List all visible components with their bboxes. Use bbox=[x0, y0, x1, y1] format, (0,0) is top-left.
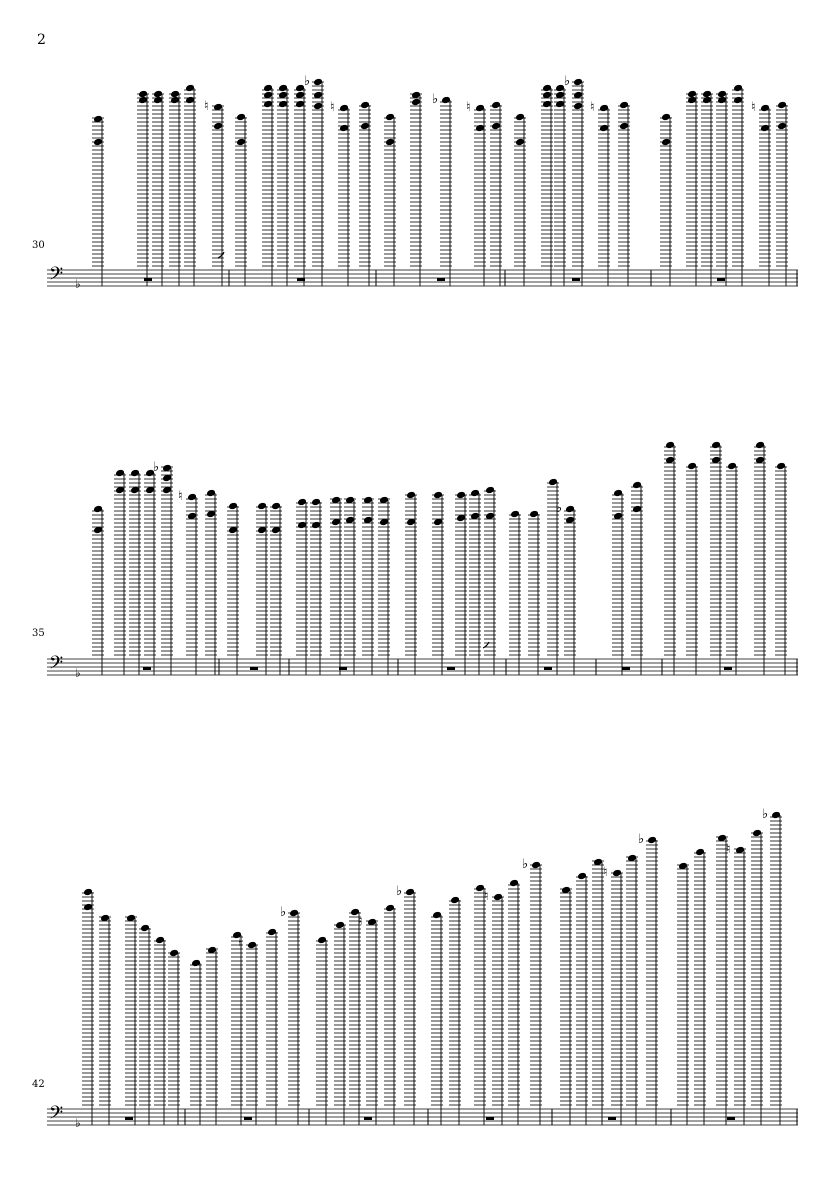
flat-accidental-icon: ♭ bbox=[522, 857, 529, 872]
bass-clef-icon: 𝄢 bbox=[49, 1103, 64, 1128]
flat-accidental-icon: ♭ bbox=[432, 92, 439, 107]
page-number: 2 bbox=[37, 32, 46, 48]
rest-icon bbox=[125, 1117, 133, 1120]
natural-accidental-icon: ♮ bbox=[178, 489, 183, 504]
measure-number: 42 bbox=[32, 1079, 45, 1090]
natural-accidental-icon: ♮ bbox=[330, 100, 335, 115]
flat-accidental-icon: ♭ bbox=[396, 884, 403, 899]
note-head bbox=[612, 869, 622, 878]
rest-icon bbox=[608, 1117, 616, 1120]
flat-accidental-icon: ♭ bbox=[280, 905, 287, 920]
flat-accidental-icon: ♭ bbox=[762, 807, 769, 822]
natural-accidental-icon: ♮ bbox=[484, 889, 489, 904]
natural-accidental-icon: ♮ bbox=[238, 937, 243, 952]
note-head bbox=[247, 941, 257, 950]
note-head bbox=[191, 959, 201, 968]
flat-accidental-icon: ♭ bbox=[564, 74, 571, 89]
rest-icon bbox=[244, 1117, 252, 1120]
bass-clef-icon: 𝄢 bbox=[49, 264, 64, 289]
note-head bbox=[317, 936, 327, 945]
key-signature-flat-icon: ♭ bbox=[75, 277, 81, 291]
note-head bbox=[405, 888, 415, 897]
flat-accidental-icon: ♭ bbox=[304, 74, 311, 89]
measure-number: 30 bbox=[32, 240, 45, 251]
natural-accidental-icon: ♮ bbox=[590, 100, 595, 115]
flat-accidental-icon: ♭ bbox=[153, 460, 160, 475]
natural-accidental-icon: ♮ bbox=[204, 99, 209, 114]
note-head bbox=[267, 928, 277, 937]
note-head bbox=[432, 911, 442, 920]
natural-accidental-icon: ♮ bbox=[726, 842, 731, 857]
rest-icon bbox=[727, 1117, 735, 1120]
natural-accidental-icon: ♮ bbox=[466, 100, 471, 115]
rest-icon bbox=[364, 1117, 372, 1120]
natural-accidental-icon: ♮ bbox=[603, 865, 608, 880]
bass-clef-icon: 𝄢 bbox=[49, 653, 64, 678]
note-head bbox=[450, 896, 460, 905]
note-head bbox=[647, 836, 657, 845]
flat-accidental-icon: ♭ bbox=[638, 832, 645, 847]
note-head bbox=[752, 829, 762, 838]
note-head bbox=[695, 848, 705, 857]
note-head bbox=[335, 921, 345, 930]
note-head bbox=[531, 861, 541, 870]
note-head bbox=[493, 893, 503, 902]
measure-number: 35 bbox=[32, 628, 45, 639]
natural-accidental-icon: ♮ bbox=[358, 914, 363, 929]
rest-icon bbox=[486, 1117, 494, 1120]
note-head bbox=[771, 811, 781, 820]
note-head bbox=[289, 909, 299, 918]
note-head bbox=[385, 904, 395, 913]
flat-accidental-icon: ♭ bbox=[556, 501, 563, 516]
note-head bbox=[140, 924, 150, 933]
note-head bbox=[155, 936, 165, 945]
key-signature-flat-icon: ♭ bbox=[75, 1116, 81, 1130]
note-head bbox=[83, 888, 93, 897]
key-signature-flat-icon: ♭ bbox=[75, 666, 81, 680]
note-head bbox=[577, 872, 587, 881]
natural-accidental-icon: ♮ bbox=[751, 100, 756, 115]
note-head bbox=[509, 879, 519, 888]
note-head bbox=[169, 949, 179, 958]
note-head bbox=[83, 903, 93, 912]
